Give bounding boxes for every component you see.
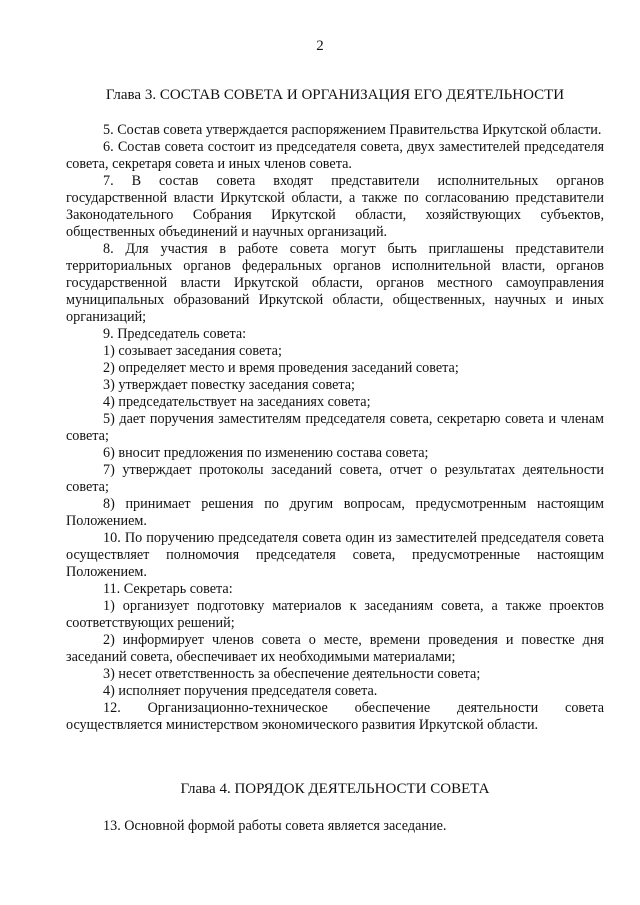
chairman-duty-2: 2) определяет место и время проведения заседаний совета; <box>103 360 459 376</box>
chairman-duty-5: 5) дает поручения заместителям председателя совета, секретарю совета и членам совета; <box>66 411 604 444</box>
secretary-duty-4: 4) исполняет поручения председателя совета. <box>103 683 378 699</box>
chairman-duty-4: 4) председательствует на заседаниях совета; <box>103 394 371 410</box>
paragraph-11-secretary-heading: 11. Секретарь совета: <box>103 581 233 597</box>
chairman-duty-1: 1) созывает заседания совета; <box>103 343 282 359</box>
paragraph-12: 12. Организационно-техническое обеспечение деятельности совета осуществляется министерством экономического развития Иркутской области. <box>66 700 604 733</box>
paragraph-13: 13. Основной формой работы совета является заседание. <box>103 818 447 834</box>
paragraph-10: 10. По поручению председателя совета один из заместителей председателя совета осуществляет полномочия председателя совета, предусмотренные настоящим Положением. <box>66 530 604 580</box>
chapter-3-body <box>66 122 604 734</box>
secretary-duty-3: 3) несет ответственность за обеспечение деятельности совета; <box>103 666 481 682</box>
paragraph-5: 5. Состав совета утверждается распоряжением Правительства Иркутской области. <box>103 122 602 138</box>
secretary-duty-1: 1) организует подготовку материалов к заседаниям совета, а также проектов соответствующих решений; <box>66 598 604 631</box>
paragraph-6: 6. Состав совета состоит из председателя совета, двух заместителей председателя совета, секретаря совета и иных членов совета. <box>66 139 604 172</box>
chairman-duty-3: 3) утверждает повестку заседания совета; <box>103 377 355 393</box>
chapter-4-body <box>66 818 604 835</box>
chairman-duty-7: 7) утверждает протоколы заседаний совета, отчет о результатах деятельности совета; <box>66 462 604 495</box>
chairman-duty-6: 6) вносит предложения по изменению состава совета; <box>103 445 429 461</box>
secretary-duty-2: 2) информирует членов совета о месте, времени проведения и повестке дня заседаний совета, обеспечивает их необходимыми материалами; <box>66 632 604 665</box>
paragraph-8: 8. Для участия в работе совета могут быть приглашены представители территориальных органов федеральных органов исполнительной власти, органов государственной власти Иркутской области, органов местного самоуправления муниципальных образований Иркутской области, общественных, научных и иных организаций; <box>66 241 604 325</box>
page-number: 2 <box>316 38 324 54</box>
paragraph-7: 7. В состав совета входят представители исполнительных органов государственной власти Иркутской области, а также по согласованию представители Законодательного Собрания Иркутской области, хозяйствующих субъектов, общественных объединений и научных организаций. <box>66 173 604 240</box>
chapter-4-heading: Глава 4. ПОРЯДОК ДЕЯТЕЛЬНОСТИ СОВЕТА <box>180 781 490 797</box>
paragraph-9-chairman-heading: 9. Председатель совета: <box>103 326 247 342</box>
chapter-3-heading: Глава 3. СОСТАВ СОВЕТА И ОРГАНИЗАЦИЯ ЕГО ДЕЯТЕЛЬНОСТИ <box>105 87 565 103</box>
chairman-duty-8: 8) принимает решения по другим вопросам, предусмотренным настоящим Положением. <box>66 496 604 529</box>
